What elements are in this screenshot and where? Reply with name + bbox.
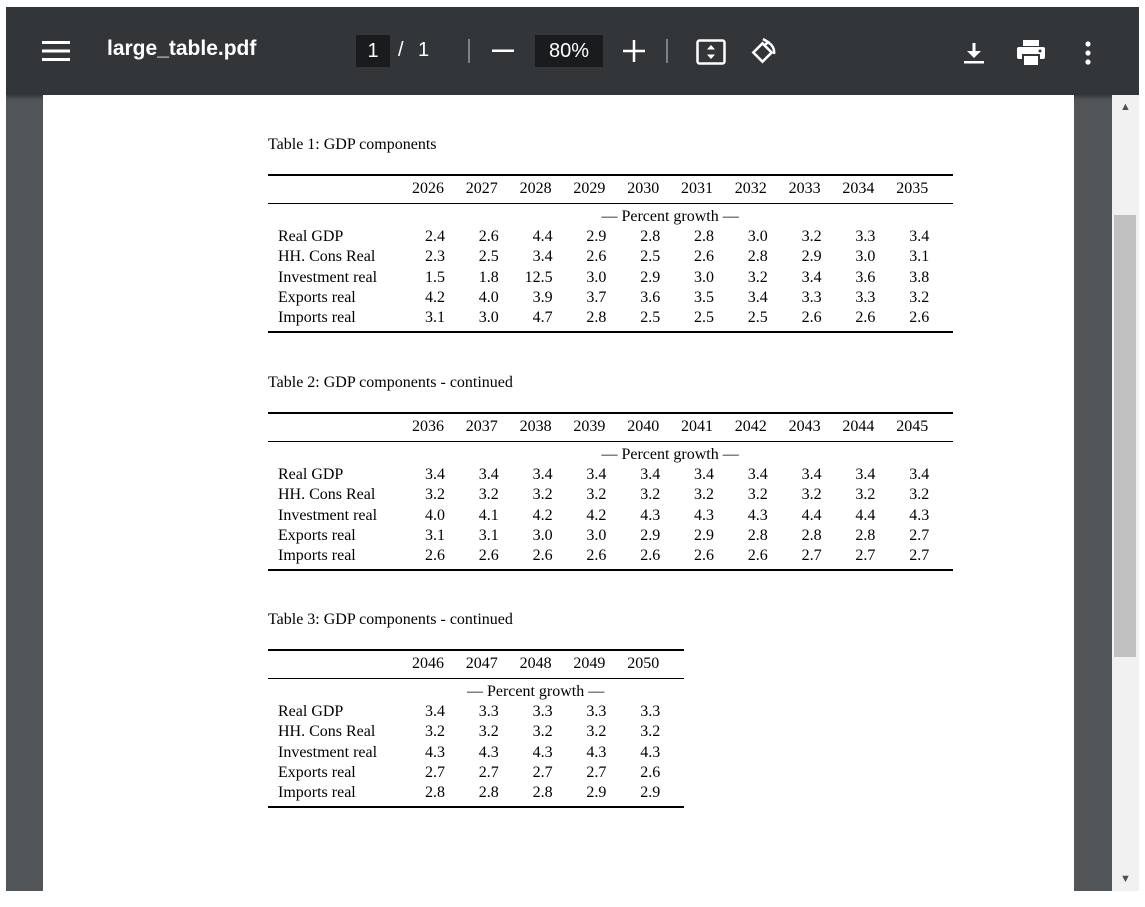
table-cell: 4.0 [478, 289, 499, 306]
table-cell: 3.2 [425, 486, 445, 503]
table-cell: 3.3 [801, 289, 822, 306]
table-cell: 3.6 [640, 289, 661, 306]
table-cell: 1.5 [425, 269, 445, 286]
page-total: 1 [418, 39, 430, 61]
table-cell: 3.1 [425, 309, 445, 326]
table-cell: 3.2 [855, 486, 876, 503]
column-header-year: 2028 [519, 180, 552, 197]
table-cell: 2.9 [640, 269, 661, 286]
table-cell: 3.3 [478, 703, 499, 720]
data-table [268, 174, 953, 334]
column-header-year: 2043 [788, 418, 821, 435]
table-cell: 3.4 [586, 466, 607, 483]
table-cell: 3.4 [478, 466, 499, 483]
table-cell: 4.3 [640, 507, 661, 524]
table-cell: 3.4 [747, 466, 768, 483]
table-cell: 3.2 [801, 486, 822, 503]
table-cell: 2.9 [586, 228, 607, 245]
table-cell: 3.0 [694, 269, 714, 286]
table-cell: 4.3 [640, 744, 661, 761]
table-cell: 2.6 [478, 228, 499, 245]
column-header-year: 2035 [896, 180, 929, 197]
table-cell: 3.0 [586, 527, 607, 544]
table-cell: 2.9 [801, 248, 822, 265]
table-cell: 3.4 [694, 466, 714, 483]
row-label: HH. Cons Real [278, 486, 376, 503]
table-cell: 3.6 [855, 269, 876, 286]
table-cell: 3.8 [909, 269, 930, 286]
table-cell: 3.7 [586, 289, 607, 306]
row-label: Investment real [278, 507, 378, 524]
table-cell: 2.8 [801, 527, 822, 544]
table-cell: 2.8 [586, 309, 607, 326]
table-cell: 3.4 [425, 466, 445, 483]
table-cell: 2.8 [694, 228, 714, 245]
table-cell: 3.4 [532, 466, 553, 483]
table-cell: 2.6 [586, 248, 607, 265]
table-cell: 4.4 [532, 228, 553, 245]
toolbar-divider [468, 39, 470, 63]
data-table [268, 412, 953, 572]
table-cell: 2.7 [586, 764, 607, 781]
table-cell: 2.3 [425, 248, 445, 265]
toolbar [6, 7, 1139, 95]
table-cell: 4.2 [532, 507, 553, 524]
table-cell: 2.6 [640, 764, 661, 781]
table-cell: 3.4 [909, 228, 930, 245]
table-cell: 12.5 [524, 269, 553, 286]
table-cell: 3.2 [747, 269, 768, 286]
column-header-year: 2027 [465, 180, 498, 197]
table-cell: 2.6 [801, 309, 822, 326]
table-cell: 3.4 [425, 703, 445, 720]
table-cell: 3.2 [694, 486, 714, 503]
table-cell: 2.6 [532, 547, 553, 564]
column-header-year: 2034 [842, 180, 875, 197]
table-cell: 4.3 [586, 744, 607, 761]
table-top-rule [268, 412, 953, 414]
column-header-year: 2042 [734, 418, 767, 435]
unit-label: — Percent growth — [601, 446, 739, 463]
table-cell: 3.2 [640, 486, 661, 503]
table-cell: 2.8 [478, 784, 499, 801]
table-cell: 2.7 [532, 764, 553, 781]
row-label: Imports real [278, 784, 356, 801]
table-cell: 3.1 [478, 527, 499, 544]
column-header-year: 2046 [412, 655, 444, 672]
rotate-icon[interactable] [745, 35, 781, 71]
table-cell: 2.6 [694, 248, 714, 265]
row-label: Investment real [278, 269, 378, 286]
table-cell: 3.2 [909, 289, 930, 306]
table-cell: 3.3 [855, 289, 876, 306]
menu-icon[interactable] [40, 36, 72, 66]
table-cell: 3.2 [747, 486, 768, 503]
column-header-year: 2049 [573, 655, 606, 672]
table-bottom-rule [268, 331, 953, 333]
file-name: large_table.pdf [107, 37, 257, 60]
table-cell: 4.1 [478, 507, 499, 524]
table-cell: 4.7 [532, 309, 553, 326]
table-caption: Table 1: GDP components [268, 136, 437, 153]
column-header-year: 2029 [573, 180, 606, 197]
table-cell: 2.7 [801, 547, 822, 564]
row-label: Imports real [278, 547, 356, 564]
table-cell: 2.8 [640, 228, 661, 245]
column-header-year: 2036 [412, 418, 444, 435]
table-cell: 4.3 [909, 507, 930, 524]
table-cell: 2.6 [478, 547, 499, 564]
column-header-year: 2037 [465, 418, 498, 435]
table-cell: 4.3 [478, 744, 499, 761]
vertical-scrollbar[interactable] [1112, 95, 1139, 891]
table-cell: 3.2 [478, 723, 499, 740]
unit-label: — Percent growth — [601, 208, 739, 225]
zoom-in-icon[interactable] [618, 35, 650, 67]
row-label: Real GDP [278, 228, 344, 245]
zoom-level-input[interactable]: 80% [535, 35, 603, 67]
table-caption: Table 2: GDP components - continued [268, 374, 513, 391]
scroll-down-arrow-icon[interactable]: ▼ [1120, 873, 1131, 885]
table-cell: 4.0 [425, 507, 445, 524]
page-number-input[interactable]: 1 [356, 35, 390, 67]
column-header-year: 2048 [519, 655, 552, 672]
download-icon[interactable] [958, 37, 990, 69]
table-cell: 2.8 [747, 527, 768, 544]
table-cell: 2.9 [640, 784, 661, 801]
table-cell: 4.4 [855, 507, 876, 524]
table-cell: 3.2 [478, 486, 499, 503]
fit-to-page-icon[interactable] [694, 35, 728, 69]
row-label: HH. Cons Real [278, 248, 376, 265]
table-cell: 3.2 [532, 723, 553, 740]
row-label: Exports real [278, 289, 356, 306]
table-cell: 2.8 [532, 784, 553, 801]
table-cell: 3.4 [909, 466, 930, 483]
table-cell: 3.2 [425, 723, 445, 740]
table-header-rule [268, 441, 953, 442]
table-cell: 3.3 [640, 703, 661, 720]
column-header-year: 2026 [412, 180, 444, 197]
column-header-year: 2032 [734, 180, 767, 197]
table-cell: 4.2 [425, 289, 445, 306]
table-cell: 3.2 [801, 228, 822, 245]
column-header-year: 2033 [788, 180, 821, 197]
unit-label: — Percent growth — [466, 683, 605, 700]
table-cell: 2.7 [855, 547, 876, 564]
table-cell: 2.9 [694, 527, 714, 544]
table-cell: 2.9 [640, 527, 661, 544]
table-cell: 2.7 [478, 764, 499, 781]
table-cell: 4.3 [694, 507, 714, 524]
table-cell: 3.2 [909, 486, 930, 503]
row-label: Real GDP [278, 466, 344, 483]
column-header-year: 2044 [842, 418, 875, 435]
table-top-rule [268, 174, 953, 176]
table-caption: Table 3: GDP components - continued [268, 611, 513, 628]
table-top-rule [268, 649, 684, 651]
column-header-year: 2039 [573, 418, 606, 435]
data-table [268, 649, 684, 809]
table-cell: 4.3 [747, 507, 768, 524]
table-cell: 3.9 [532, 289, 553, 306]
table-cell: 2.8 [747, 248, 768, 265]
row-label: HH. Cons Real [278, 723, 376, 740]
table-cell: 2.5 [694, 309, 714, 326]
table-cell: 3.2 [586, 723, 607, 740]
page-separator: / [398, 39, 404, 61]
table-header-rule [268, 203, 953, 204]
table-cell: 3.1 [425, 527, 445, 544]
table-cell: 2.6 [855, 309, 876, 326]
zoom-out-icon[interactable] [487, 35, 519, 67]
table-cell: 2.9 [586, 784, 607, 801]
table-cell: 2.6 [747, 547, 768, 564]
pdf-viewer [6, 7, 1139, 891]
table-cell: 3.0 [586, 269, 607, 286]
print-icon[interactable] [1014, 37, 1048, 69]
table-cell: 3.2 [640, 723, 661, 740]
table-cell: 3.4 [855, 466, 876, 483]
table-cell: 3.3 [855, 228, 876, 245]
table-cell: 3.5 [694, 289, 714, 306]
table-cell: 3.4 [747, 289, 768, 306]
row-label: Real GDP [278, 703, 344, 720]
table-bottom-rule [268, 806, 684, 808]
row-label: Exports real [278, 527, 356, 544]
row-label: Investment real [278, 744, 378, 761]
table-cell: 4.4 [801, 507, 822, 524]
column-header-year: 2050 [627, 655, 660, 672]
table-cell: 2.6 [425, 547, 445, 564]
column-header-year: 2040 [627, 418, 660, 435]
table-cell: 3.4 [801, 466, 822, 483]
table-cell: 3.2 [586, 486, 607, 503]
scroll-up-arrow-icon[interactable]: ▲ [1120, 101, 1131, 113]
table-cell: 3.0 [855, 248, 876, 265]
table-cell: 2.5 [640, 309, 661, 326]
table-cell: 2.4 [425, 228, 445, 245]
table-cell: 2.7 [909, 527, 930, 544]
table-cell: 3.3 [586, 703, 607, 720]
table-cell: 2.8 [855, 527, 876, 544]
table-cell: 2.7 [909, 547, 930, 564]
row-label: Exports real [278, 764, 356, 781]
column-header-year: 2041 [681, 418, 713, 435]
toolbar-divider [666, 39, 668, 63]
pdf-page [43, 95, 1074, 891]
table-cell: 3.0 [747, 228, 768, 245]
table-cell: 3.3 [532, 703, 553, 720]
table-cell: 3.0 [478, 309, 499, 326]
table-cell: 2.6 [586, 547, 607, 564]
table-cell: 4.2 [586, 507, 607, 524]
table-cell: 1.8 [478, 269, 499, 286]
table-header-rule [268, 678, 684, 679]
table-cell: 2.5 [640, 248, 661, 265]
table-bottom-rule [268, 569, 953, 571]
table-cell: 2.6 [694, 547, 714, 564]
column-header-year: 2047 [465, 655, 498, 672]
table-cell: 3.4 [640, 466, 661, 483]
table-cell: 4.3 [532, 744, 553, 761]
column-header-year: 2038 [519, 418, 552, 435]
more-actions-icon[interactable] [1076, 37, 1100, 69]
row-label: Imports real [278, 309, 356, 326]
column-header-year: 2045 [896, 418, 929, 435]
table-cell: 2.8 [425, 784, 445, 801]
column-header-year: 2030 [627, 180, 660, 197]
table-cell: 2.6 [909, 309, 930, 326]
scrollbar-thumb[interactable] [1114, 215, 1136, 657]
table-cell: 2.5 [747, 309, 768, 326]
table-cell: 2.7 [425, 764, 445, 781]
table-cell: 2.5 [478, 248, 499, 265]
table-cell: 3.0 [532, 527, 553, 544]
column-header-year: 2031 [681, 180, 713, 197]
table-cell: 3.2 [532, 486, 553, 503]
table-cell: 2.6 [640, 547, 661, 564]
table-cell: 3.1 [909, 248, 930, 265]
table-cell: 4.3 [425, 744, 445, 761]
table-cell: 3.4 [532, 248, 553, 265]
table-cell: 3.4 [801, 269, 822, 286]
